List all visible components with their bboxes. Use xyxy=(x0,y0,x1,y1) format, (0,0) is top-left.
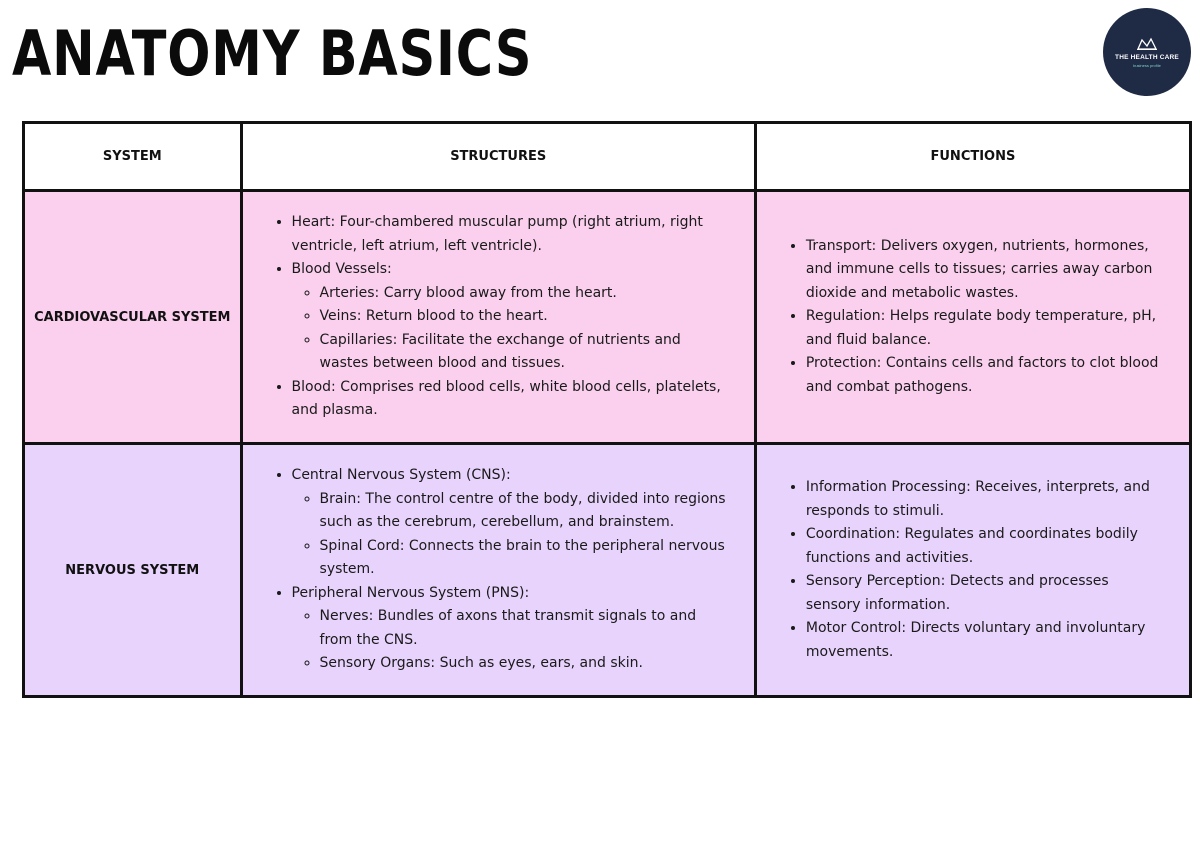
structures-list xyxy=(244,211,753,423)
logo-name: THE HEALTH CARE xyxy=(1115,53,1179,61)
list-item: • Coordination: Regulates and coordinates bodily functions and activities. xyxy=(806,523,1166,570)
anatomy-table xyxy=(22,121,1192,698)
sub-list xyxy=(292,488,731,582)
list-item-text: Heart: Four-chambered muscular pump (right atrium, right ventricle, left atrium, left ventricle). xyxy=(291,214,703,254)
list-item xyxy=(292,464,731,582)
system-name: NERVOUS SYSTEM xyxy=(24,444,242,697)
list-item: • Information Processing: Receives, interprets, and responds to stimuli. xyxy=(806,476,1166,523)
list-item xyxy=(292,582,731,676)
table-row-nervous xyxy=(24,444,1191,697)
structures-cell xyxy=(241,444,755,697)
list-item xyxy=(292,376,731,423)
header-system: SYSTEM xyxy=(24,123,242,191)
list-item: • Protection: Contains cells and factors to clot blood and combat pathogens. xyxy=(806,352,1166,399)
sub-list-item: ◦ Nerves: Bundles of axons that transmit signals to and from the CNS. xyxy=(320,605,731,652)
list-item xyxy=(292,211,731,258)
brand-logo xyxy=(1103,8,1191,96)
table-row-cardiovascular xyxy=(24,191,1191,444)
functions-cell xyxy=(755,191,1190,444)
functions-cell xyxy=(755,444,1190,697)
list-item: • Regulation: Helps regulate body temperature, pH, and fluid balance. xyxy=(806,305,1166,352)
sub-list-item: ◦ Veins: Return blood to the heart. xyxy=(320,305,731,329)
list-item xyxy=(292,258,731,376)
sub-list-item: ◦ Brain: The control centre of the body, divided into regions such as the cerebrum, cerebellum, and brainstem. xyxy=(320,488,731,535)
page-title: ANATOMY BASICS xyxy=(12,17,533,90)
structures-list xyxy=(244,464,753,676)
logo-mark-icon xyxy=(1136,37,1158,51)
sub-list-item: ◦ Arteries: Carry blood away from the heart. xyxy=(320,282,731,306)
list-item: • Transport: Delivers oxygen, nutrients, hormones, and immune cells to tissues; carries away carbon dioxide and metabolic wastes. xyxy=(806,235,1166,306)
list-item-text: Blood: Comprises red blood cells, white blood cells, platelets, and plasma. xyxy=(291,378,721,419)
system-name: CARDIOVASCULAR SYSTEM xyxy=(24,191,242,444)
sub-list-item: ◦ Spinal Cord: Connects the brain to the peripheral nervous system. xyxy=(320,535,731,582)
header-structures: STRUCTURES xyxy=(241,123,755,191)
logo-tagline: business profile xyxy=(1133,62,1161,68)
structures-cell xyxy=(241,191,755,444)
sub-list-item: ◦ Sensory Organs: Such as eyes, ears, and skin. xyxy=(320,652,731,676)
functions-list xyxy=(758,476,1188,664)
list-item-text: Central Nervous System (CNS): xyxy=(291,467,511,484)
list-item-text: Peripheral Nervous System (PNS): xyxy=(291,584,530,601)
list-item-text: Blood Vessels: xyxy=(291,261,392,278)
table-header-row xyxy=(24,123,1191,191)
list-item: • Motor Control: Directs voluntary and involuntary movements. xyxy=(806,617,1166,664)
sub-list-item: ◦ Capillaries: Facilitate the exchange of nutrients and wastes between blood and tissues. xyxy=(320,329,731,376)
sub-list xyxy=(292,282,731,376)
sub-list xyxy=(292,605,731,676)
header-functions: FUNCTIONS xyxy=(755,123,1190,191)
functions-list xyxy=(758,235,1188,400)
list-item: • Sensory Perception: Detects and processes sensory information. xyxy=(806,570,1166,617)
